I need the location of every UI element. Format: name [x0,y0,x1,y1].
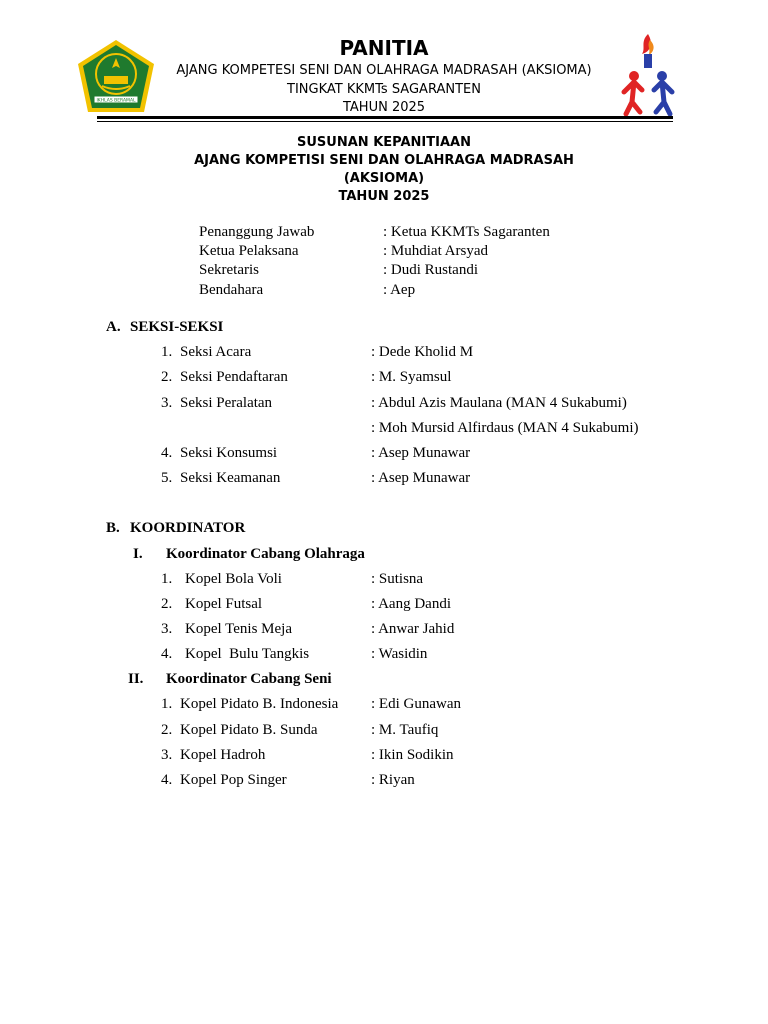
list-item-label: Kopel Pidato B. Indonesia [180,696,339,712]
section-a-title: SEKSI-SEKSI [130,319,224,335]
list-item-name: : Dede Kholid M [371,344,474,360]
list-item-name: : Ikin Sodikin [371,747,454,763]
section-b-title: KOORDINATOR [130,520,246,536]
list-item-label: Seksi Keamanan [180,470,281,486]
section-a-letter: A. [106,319,121,335]
official-name: : Dudi Rustandi [383,262,479,278]
list-item-number: 2. [161,722,173,738]
aksioma-logo-icon [620,30,676,118]
official-role: Ketua Pelaksana [199,243,299,259]
heading-line-2: AJANG KOMPETISI SENI DAN OLAHRAGA MADRASAH [194,153,574,168]
heading-line-3: (AKSIOMA) [343,171,425,186]
list-item-label: Kopel Pidato B. Sunda [180,722,318,738]
official-name: : Muhdiat Arsyad [383,243,488,259]
official-role: Bendahara [199,282,264,298]
list-item-number: 2. [161,369,173,385]
list-item-label: Seksi Peralatan [180,395,273,411]
list-item-number: 4. [161,445,173,461]
list-item-name: : Aang Dandi [371,596,451,612]
list-item-number: 1. [161,344,173,360]
official-role: Penanggung Jawab [199,224,315,240]
heading-line-1: SUSUNAN KEPANITIAAN [297,135,471,150]
official-name: : Ketua KKMTs Sagaranten [383,224,550,240]
list-item-label: Seksi Pendaftaran [180,369,288,385]
list-item-label: Kopel Bulu Tangkis [185,646,310,662]
list-item-number: 2. [161,596,173,612]
list-item-number: 1. [161,571,173,587]
header-line-3: TAHUN 2025 [342,100,426,115]
list-item-name: : M. Taufiq [371,722,439,738]
list-item-number: 3. [161,621,173,637]
list-item-name: : M. Syamsul [371,369,452,385]
list-item-label: Seksi Konsumsi [180,445,278,461]
list-item-label: Kopel Futsal [185,596,263,612]
list-item-number: 3. [161,395,173,411]
header-rule-thick [97,116,673,119]
header-rule-thin [97,121,673,122]
list-item-number: 5. [161,470,173,486]
group-number: I. [133,546,143,562]
group-title: Koordinator Cabang Seni [166,671,332,687]
official-name: : Aep [383,282,416,298]
list-item-number: 4. [161,646,173,662]
official-role: Sekretaris [199,262,259,278]
list-item-name: : Abdul Azis Maulana (MAN 4 Sukabumi) [371,395,627,411]
list-item-number: 4. [161,772,173,788]
section-b-letter: B. [106,520,120,536]
list-item-label: Kopel Tenis Meja [185,621,292,637]
list-item-number: 1. [161,696,173,712]
list-item-name-2: : Moh Mursid Alfirdaus (MAN 4 Sukabumi) [371,420,639,436]
group-title: Koordinator Cabang Olahraga [166,546,365,562]
list-item-label: Kopel Pop Singer [180,772,287,788]
list-item-label: Kopel Bola Voli [185,571,282,587]
list-item-name: : Wasidin [371,646,428,662]
list-item-label: Seksi Acara [180,344,252,360]
list-item-name: : Edi Gunawan [371,696,461,712]
header-line-1: AJANG KOMPETESI SENI DAN OLAHRAGA MADRASAH (AKSIOMA) [176,63,592,78]
logo-left-text: IKHLAS BERAMAL [96,98,136,104]
heading-line-4: TAHUN 2025 [338,189,430,204]
list-item-number: 3. [161,747,173,763]
list-item-name: : Asep Munawar [371,470,471,486]
page-title: PANITIA [339,36,429,60]
list-item-name: : Asep Munawar [371,445,471,461]
list-item-name: : Riyan [371,772,415,788]
list-item-name: : Anwar Jahid [371,621,455,637]
header-line-2: TINGKAT KKMTs SAGARANTEN [287,82,481,97]
list-item-label: Kopel Hadroh [180,747,266,763]
list-item-name: : Sutisna [371,571,424,587]
group-number: II. [128,671,144,687]
